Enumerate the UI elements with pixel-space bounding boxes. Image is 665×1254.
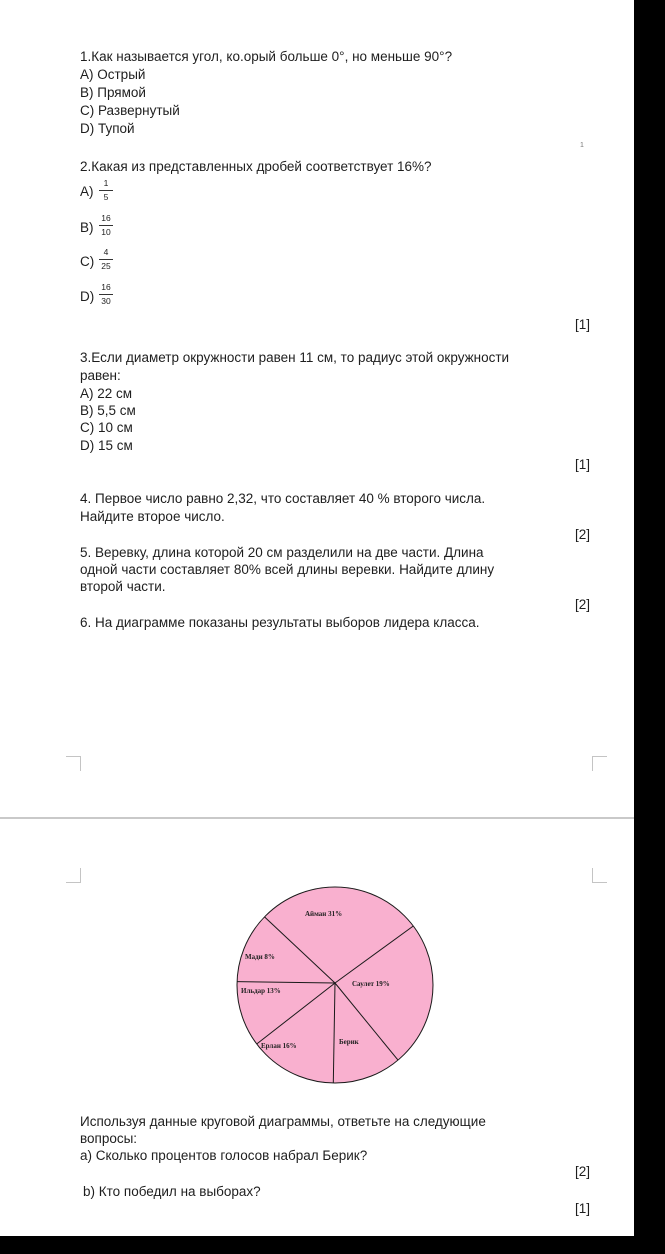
- question-2-mark: [1]: [575, 317, 591, 332]
- chart-question-b-mark: [1]: [575, 1201, 591, 1216]
- question-3-option-d: D) 15 см: [80, 438, 133, 453]
- slice-label-erlan: Ерлан 16%: [261, 1042, 297, 1050]
- question-5-text-line1: 5. Веревку, длина которой 20 см разделили на две части. Длина: [80, 545, 484, 560]
- question-2-option-b-label: B): [80, 220, 94, 235]
- question-2-text: 2.Какая из представленных дробей соответствует 16%?: [80, 159, 432, 174]
- fraction-numerator: 1: [103, 178, 109, 188]
- chart-question-b: b) Кто победил на выборах?: [83, 1184, 261, 1199]
- question-2-option-c-label: C): [80, 254, 95, 269]
- question-3-text-line1: 3.Если диаметр окружности равен 11 см, то радиус этой окружности: [80, 350, 510, 365]
- fraction-denominator: 25: [101, 261, 111, 271]
- slice-label-aiman: Айман 31%: [305, 910, 343, 918]
- question-5-mark: [2]: [575, 597, 591, 612]
- chart-questions-intro-line2: вопросы:: [80, 1131, 138, 1146]
- question-2-option-a-label: A): [80, 184, 94, 199]
- question-4-mark: [2]: [575, 527, 591, 542]
- question-1-option-b: B) Прямой: [80, 85, 146, 100]
- page-corner-mark: [66, 756, 81, 771]
- fraction-numerator: 4: [103, 247, 109, 257]
- question-4-text-line1: 4. Первое число равно 2,32, что составляет 40 % второго числа.: [80, 491, 486, 506]
- slice-label-ildar: Ильдар 13%: [241, 987, 281, 995]
- question-2-option-c-fraction: [97, 247, 115, 272]
- question-2-option-d-fraction: [97, 282, 115, 307]
- fraction-denominator: 30: [101, 296, 111, 306]
- page-divider: [0, 817, 634, 819]
- question-3-text-line2: равен:: [80, 368, 121, 383]
- fraction-numerator: 16: [101, 213, 111, 223]
- pie-chart: [231, 886, 441, 1086]
- question-3-option-b: B) 5,5 см: [80, 403, 136, 418]
- question-1-option-d: D) Тупой: [80, 121, 135, 136]
- question-1-side-mark: 1: [580, 142, 584, 149]
- slice-label-madi: Мади 8%: [245, 953, 275, 961]
- chart-question-a-mark: [2]: [575, 1164, 591, 1179]
- slice-label-saulet: Саулет 19%: [352, 980, 390, 988]
- question-1-text: 1.Как называется угол, ко.орый больше 0°, но меньше 90°?: [80, 49, 453, 64]
- chart-question-a: a) Сколько процентов голосов набрал Берик?: [80, 1148, 368, 1163]
- fraction-numerator: 16: [101, 282, 111, 292]
- question-3-mark: [1]: [575, 457, 591, 472]
- question-1-option-c: C) Развернутый: [80, 103, 180, 118]
- question-2-option-a-fraction: [97, 178, 115, 203]
- question-2-option-d-label: D): [80, 289, 95, 304]
- page-corner-mark: [66, 868, 81, 883]
- question-6-text: 6. На диаграмме показаны результаты выборов лидера класса.: [80, 615, 480, 630]
- question-3-option-a: A) 22 см: [80, 386, 133, 401]
- question-5-text-line2: одной части составляет 80% всей длины веревки. Найдите длину: [80, 562, 495, 577]
- question-5-text-line3: второй части.: [80, 579, 166, 594]
- page-corner-mark: [592, 756, 607, 771]
- fraction-denominator: 10: [101, 227, 111, 237]
- question-2-option-b-fraction: [97, 213, 115, 238]
- chart-questions-intro-line1: Используя данные круговой диаграммы, ответьте на следующие: [80, 1114, 486, 1129]
- slice-label-berik: Берик: [339, 1038, 359, 1046]
- question-3-option-c: C) 10 см: [80, 420, 133, 435]
- page-corner-mark: [592, 868, 607, 883]
- question-1-option-a: A) Острый: [80, 67, 146, 82]
- question-4-text-line2: Найдите второе число.: [80, 509, 225, 524]
- fraction-denominator: 5: [103, 192, 109, 202]
